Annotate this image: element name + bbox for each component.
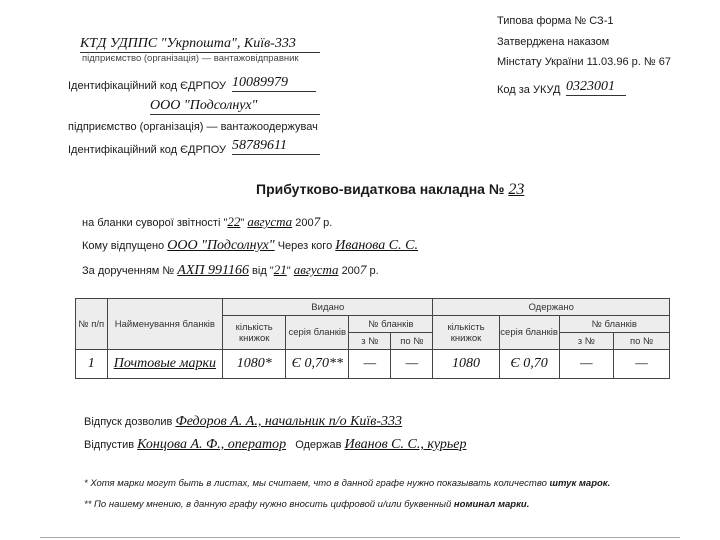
received-from-header: з № xyxy=(559,333,614,350)
issued-blank-no-header: № бланків xyxy=(349,316,433,333)
form-line-3: Мінстату України 11.03.96 р. № 67 xyxy=(497,56,671,68)
row-received-series: Є 0,70 xyxy=(499,350,559,379)
meta-line-1 xyxy=(82,214,332,230)
issued-from-header: з № xyxy=(349,333,391,350)
issued-label: Відпустив xyxy=(84,439,135,451)
received-qty-header: кількість книжок xyxy=(433,316,499,350)
signature-allowed xyxy=(84,414,402,430)
meta1-year-digit: 7 xyxy=(313,214,321,229)
received-value: Иванов С. С., курьер xyxy=(344,437,467,452)
row-received-to: — xyxy=(614,350,670,379)
row-issued-series: Є 0,70** xyxy=(286,350,349,379)
issued-qty-header: кількість книжок xyxy=(223,316,286,350)
form-line-1: Типова форма № СЗ-1 xyxy=(497,15,614,27)
receiver-org: ООО "Подсолнух" xyxy=(150,98,320,115)
meta3-number: АХП 991166 xyxy=(177,263,249,278)
meta3-suffix: р. xyxy=(369,265,379,277)
form-line-2: Затверджена наказом xyxy=(497,36,610,48)
footnote-1-bold: штук марок. xyxy=(549,478,611,489)
row-issued-from: — xyxy=(349,350,391,379)
allowed-value: Федоров А. А., начальник п/о Київ-333 xyxy=(175,414,403,429)
meta3-day: 21 xyxy=(273,262,287,277)
row-received-from: — xyxy=(559,350,614,379)
bottom-edge-line xyxy=(40,537,680,538)
meta3-year-prefix: 200 xyxy=(341,265,360,277)
document-number: 23 xyxy=(508,181,525,198)
row-no: 1 xyxy=(76,350,108,379)
footnote-2-text: ** По нашему мнению, в данную графу нужно вносить цифровой и/или буквенный xyxy=(84,499,452,510)
received-to-header: по № xyxy=(614,333,670,350)
signature-issued xyxy=(84,437,467,453)
edrpou-label-1: Ідентифікаційний код ЄДРПОУ xyxy=(68,80,227,92)
meta2-via: Через кого xyxy=(277,240,333,252)
meta1-month: августа xyxy=(247,214,293,229)
received-label: Одержав xyxy=(295,439,342,451)
receiver-caption: підприємство (організація) — вантажоодержувач xyxy=(68,121,318,133)
allowed-label: Відпуск дозволив xyxy=(84,416,173,428)
received-header: Одержано xyxy=(433,299,670,316)
meta-line-2 xyxy=(82,238,418,254)
row-issued-to: — xyxy=(391,350,433,379)
edrpou-value-1: 10089979 xyxy=(232,75,316,92)
row-received-qty: 1080 xyxy=(433,350,499,379)
meta1-day: 22 xyxy=(227,214,241,229)
blanks-table xyxy=(75,298,670,379)
meta1-suffix: р. xyxy=(323,217,333,229)
meta3-month: августа xyxy=(293,262,339,277)
footnote-2 xyxy=(84,499,529,510)
row-issued-qty: 1080* xyxy=(223,350,286,379)
received-blank-no-header: № бланків xyxy=(559,316,669,333)
issued-series-header: серія бланків xyxy=(286,316,349,350)
meta-line-3 xyxy=(82,262,379,279)
meta2-prefix: Кому відпущено xyxy=(82,240,165,252)
footnote-1 xyxy=(84,478,610,489)
edrpou-value-2: 58789611 xyxy=(232,138,320,155)
meta1-prefix: на бланки суворої звітності " xyxy=(82,217,228,229)
meta1-year-prefix: 200 xyxy=(295,217,314,229)
footnote-1-text: * Хотя марки могут быть в листах, мы считаем, что в данной графе нужно показывать количество xyxy=(84,478,547,489)
title-text: Прибутково-видаткова накладна № xyxy=(256,181,505,197)
ukud-label: Код за УКУД xyxy=(497,84,561,96)
issued-value: Концова А. Ф., оператор xyxy=(137,437,287,452)
ukud-value: 0323001 xyxy=(566,79,626,96)
meta2-person: Иванова С. С. xyxy=(335,238,418,253)
table-row xyxy=(76,350,670,379)
meta3-from: від " xyxy=(252,265,274,277)
document-title xyxy=(256,181,524,199)
meta2-recipient: ООО "Подсолнух" xyxy=(167,238,275,253)
meta1-quote: " xyxy=(240,217,245,229)
col-name-header: Найменування бланків xyxy=(107,299,223,350)
issued-to-header: по № xyxy=(391,333,433,350)
col-no-header: № п/п xyxy=(76,299,108,350)
sender-org: КТД УДППС "Укрпошта", Київ-333 xyxy=(80,36,320,53)
meta3-prefix: За дорученням № xyxy=(82,265,175,277)
footnote-2-bold: номинал марки. xyxy=(453,499,530,510)
meta3-year-digit: 7 xyxy=(359,262,367,277)
meta3-quote: " xyxy=(286,265,291,277)
sender-caption: підприємство (організація) — вантажовідправник xyxy=(82,53,299,64)
edrpou-label-2: Ідентифікаційний код ЄДРПОУ xyxy=(68,144,227,156)
row-name: Почтовые марки xyxy=(107,350,223,379)
received-series-header: серія бланків xyxy=(499,316,559,350)
issued-header: Видано xyxy=(223,299,433,316)
